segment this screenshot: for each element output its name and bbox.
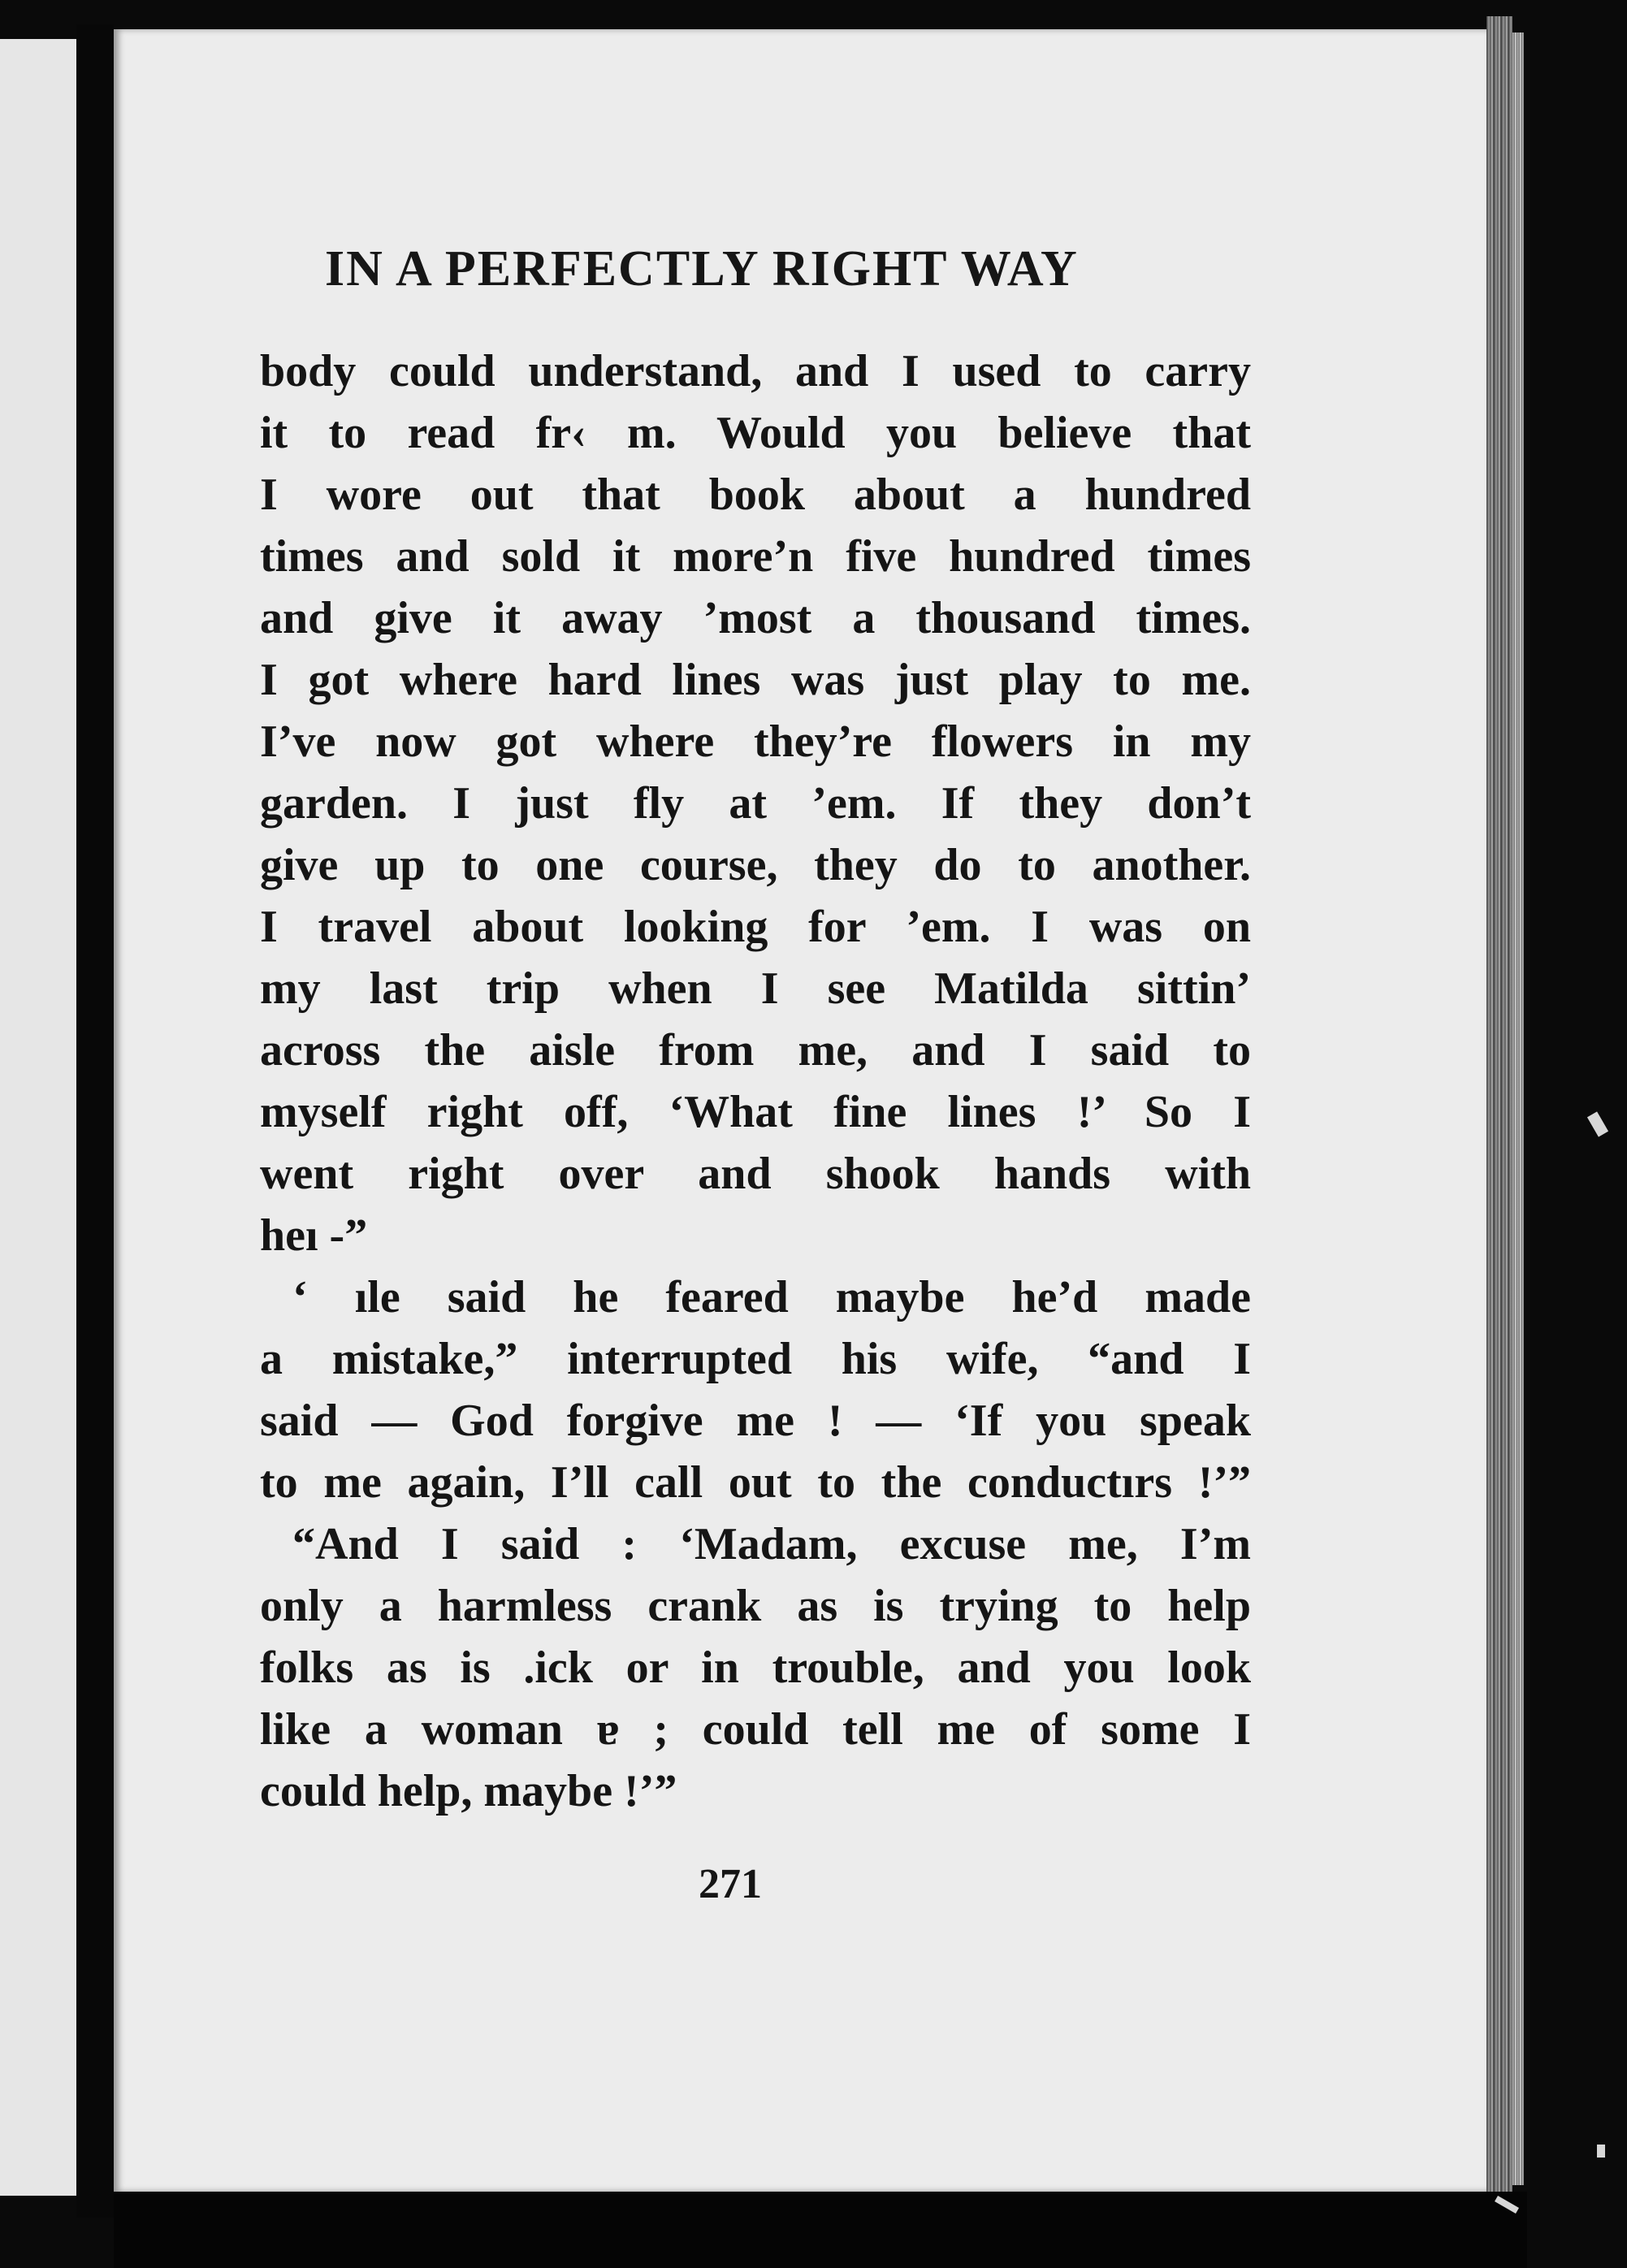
edge-speck	[1597, 2145, 1605, 2158]
text-line: could help, maybe !’”	[260, 1766, 677, 1816]
text-line: a mistake,” interrupted his wife, “and I	[260, 1334, 1251, 1384]
text-line: across the aisle from me, and I said to	[260, 1025, 1251, 1076]
page-stack-edge	[1486, 16, 1512, 2210]
text-line: my last trip when I see Matilda sittin’	[260, 963, 1251, 1014]
text-line: I wore out that book about a hundred	[260, 470, 1251, 520]
bottom-shadow	[114, 2192, 1527, 2268]
text-line: I travel about looking for ’em. I was on	[260, 902, 1251, 952]
text-line: ‘ ıle said he feared maybe he’d made	[292, 1272, 1251, 1322]
text-line: and give it away ’most a thousand times.	[260, 593, 1251, 643]
text-line: only a harmless crank as is trying to help	[260, 1581, 1251, 1631]
edge-speck	[1587, 1111, 1608, 1136]
text-line: myself right off, ‘What fine lines !’ So I	[260, 1087, 1251, 1137]
text-line: give up to one course, they do to another.	[260, 840, 1251, 890]
text-line: I got where hard lines was just play to me.	[260, 655, 1251, 705]
text-line: heı -”	[260, 1210, 368, 1261]
book-gutter	[76, 24, 114, 2218]
text-line: times and sold it more’n five hundred times	[260, 531, 1251, 582]
page-number: 271	[699, 1861, 762, 1907]
text-line: body could understand, and I used to carry	[260, 346, 1251, 396]
text-line: it to read fr‹ m. Would you believe that	[260, 408, 1251, 458]
text-line: folks as is .ick or in trouble, and you look	[260, 1643, 1251, 1693]
text-line: went right over and shook hands with	[260, 1149, 1251, 1199]
page-stack-edge-inner	[1512, 32, 1524, 2185]
text-line: like a woman ɐ ; could tell me of some I	[260, 1704, 1251, 1755]
facing-page-edge	[0, 39, 76, 2196]
text-line: to me again, I’ll call out to the conductırs !’”	[260, 1457, 1251, 1508]
running-head: IN A PERFECTLY RIGHT WAY	[325, 241, 1079, 296]
text-line: said — God forgive me ! — ‘If you speak	[260, 1396, 1251, 1446]
text-line: I’ve now got where they’re flowers in my	[260, 716, 1251, 767]
text-line: garden. I just fly at ’em. If they don’t	[260, 778, 1251, 829]
text-line: “And I said : ‘Madam, excuse me, I’m	[292, 1519, 1251, 1569]
